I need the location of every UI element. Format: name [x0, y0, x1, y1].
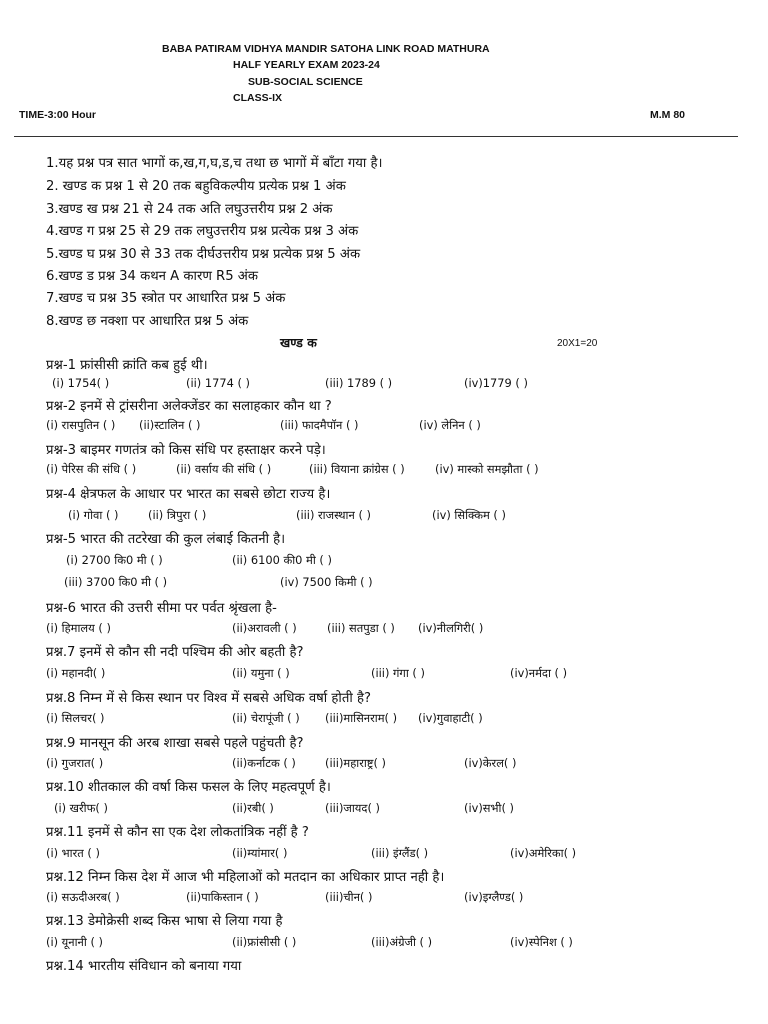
option: (ii) चेरापूंजी ( ) — [232, 711, 300, 725]
max-marks-label: M.M 80 — [650, 109, 686, 121]
option: (iii) राजस्थान ( ) — [296, 508, 371, 522]
question: प्रश्न-2 इनमें से ट्रांसरीना अलेक्जेंडर का सलाहकार कौन था ? — [46, 399, 332, 414]
header-divider — [14, 136, 738, 137]
option: (i) रासपुतिन ( ) — [46, 418, 116, 432]
option: (iv)केरल( ) — [464, 756, 517, 770]
option: (i) सऊदीअरब( ) — [46, 890, 120, 904]
section-marks: 20X1=20 — [557, 338, 598, 349]
instruction-line: 2. खण्ड क प्रश्न 1 से 20 तक बहुविकल्पीय प्रत्येक प्रश्न 1 अंक — [46, 179, 346, 194]
option: (iv)नर्मदा ( ) — [510, 666, 568, 680]
option: (i) हिमालय ( ) — [46, 621, 111, 635]
question: प्रश्न-5 भारत की तटरेखा की कुल लंबाई कितनी है। — [46, 532, 286, 547]
question: प्रश्न.14 भारतीय संविधान को बनाया गया — [46, 959, 242, 974]
option: (ii) 6100 की0 मी ( ) — [232, 553, 332, 567]
question: प्रश्न.11 इनमें से कौन सा एक देश लोकतांत्रिक नहीं है ? — [46, 825, 309, 840]
question: प्रश्न.12 निम्न किस देश में आज भी महिलाओं को मतदान का अधिकार प्राप्त नही है। — [46, 870, 445, 885]
option: (ii)म्यांमार( ) — [232, 846, 288, 860]
option: (iii) 1789 ( ) — [325, 376, 393, 390]
option: (iii) गंगा ( ) — [371, 666, 425, 680]
option: (iii)मासिनराम( ) — [325, 711, 398, 725]
option: (i) महानदी( ) — [46, 666, 106, 680]
option: (i) यूनानी ( ) — [46, 935, 103, 949]
option: (i) सिलचर( ) — [46, 711, 105, 725]
question: प्रश्न.9 मानसून की अरब शाखा सबसे पहले पहुंचती है? — [46, 736, 304, 751]
option: (i) भारत ( ) — [46, 846, 100, 860]
instruction-line: 7.खण्ड च प्रश्न 35 स्त्रोत पर आधारित प्रश्न 5 अंक — [46, 291, 286, 306]
option: (iv)गुवाहाटी( ) — [418, 711, 483, 725]
option: (iv) सिक्किम ( ) — [432, 508, 506, 522]
question: प्रश्न-4 क्षेत्रफल के आधार पर भारत का सबसे छोटा राज्य है। — [46, 487, 331, 502]
option: (ii) त्रिपुरा ( ) — [148, 508, 207, 522]
option: (i) गोवा ( ) — [68, 508, 119, 522]
question: प्रश्न-3 बाइमर गणतंत्र को किस संधि पर हस्ताक्षर करने पड़े। — [46, 443, 326, 458]
option: (iii)चीन( ) — [325, 890, 373, 904]
instruction-line: 4.खण्ड ग प्रश्न 25 से 29 तक लघुउत्तरीय प्रश्न प्रत्येक प्रश्न 3 अंक — [46, 224, 359, 239]
question: प्रश्न.13 डेमोक्रेसी शब्द किस भाषा से लिया गया है — [46, 914, 283, 929]
option: (iv)स्पेनिश ( ) — [510, 935, 573, 949]
question: प्रश्न.10 शीतकाल की वर्षा किस फसल के लिए महत्वपूर्ण है। — [46, 780, 331, 795]
option: (iv) 7500 किमी ( ) — [280, 575, 373, 589]
option: (iv)अमेरिका( ) — [510, 846, 577, 860]
time-label: TIME-3:00 Hour — [19, 109, 97, 121]
option: (ii) वर्साय की संधि ( ) — [176, 462, 272, 476]
instruction-line: 5.खण्ड घ प्रश्न 30 से 33 तक दीर्घउत्तरीय प्रश्न प्रत्येक प्रश्न 5 अंक — [46, 247, 361, 262]
option: (ii)कर्नाटक ( ) — [232, 756, 296, 770]
option: (iii)महाराष्ट्र( ) — [325, 756, 386, 770]
option: (iii) सतपुडा ( ) — [327, 621, 395, 635]
option: (ii)रबी( ) — [232, 801, 274, 815]
option: (iv) लेनिन ( ) — [419, 418, 481, 432]
instruction-line: 3.खण्ड ख प्रश्न 21 से 24 तक अति लघुउत्तरीय प्रश्न 2 अंक — [46, 202, 333, 217]
option: (ii)फ्रांसीसी ( ) — [232, 935, 297, 949]
question: प्रश्न-6 भारत की उत्तरी सीमा पर पर्वत श्रृंखला है- — [46, 601, 277, 616]
option: (iv)नीलगिरी( ) — [418, 621, 484, 635]
question: प्रश्न.8 निम्न में से किस स्थान पर विश्व में सबसे अधिक वर्षा होती है? — [46, 691, 371, 706]
option: (ii)स्टालिन ( ) — [139, 418, 201, 432]
question: प्रश्न.7 इनमें से कौन सी नदी पश्चिम की ओर बहती है? — [46, 645, 304, 660]
option: (iv)1779 ( ) — [464, 376, 528, 390]
option: (ii) 1774 ( ) — [186, 376, 250, 390]
option: (i) 1754( ) — [52, 376, 110, 390]
option: (iii) वियाना क्रांग्रेस ( ) — [309, 462, 405, 476]
option: (i) पेरिस की संधि ( ) — [46, 462, 137, 476]
instruction-line: 8.खण्ड छ नक्शा पर आधारित प्रश्न 5 अंक — [46, 314, 249, 329]
instruction-line: 1.यह प्रश्न पत्र सात भागों क,ख,ग,घ,ड,च तथा छ भागों में बाँटा गया है। — [46, 156, 383, 171]
option: (iii)जायद( ) — [325, 801, 380, 815]
option: (iii) फादमैपॉन ( ) — [280, 418, 359, 432]
section-title: खण्ड क — [280, 335, 317, 350]
option: (i) गुजरात( ) — [46, 756, 104, 770]
option: (iii) इंग्लैंड( ) — [371, 846, 429, 860]
instruction-line: 6.खण्ड ड प्रश्न 34 कथन A कारण R5 अंक — [46, 269, 259, 284]
option: (ii)पाकिस्तान ( ) — [186, 890, 259, 904]
option: (ii)अरावली ( ) — [232, 621, 297, 635]
option: (ii) यमुना ( ) — [232, 666, 290, 680]
school-name: BABA PATIRAM VIDHYA MANDIR SATOHA LINK ROAD MATHURA — [162, 43, 490, 55]
option: (i) 2700 कि0 मी ( ) — [66, 553, 163, 567]
option: (i) खरीफ( ) — [54, 801, 108, 815]
subject-title: SUB-SOCIAL SCIENCE — [248, 76, 363, 88]
exam-title: HALF YEARLY EXAM 2023-24 — [233, 59, 380, 71]
option: (iv) मास्को समझौता ( ) — [435, 462, 539, 476]
option: (iv)इग्लैण्ड( ) — [464, 890, 524, 904]
question: प्रश्न-1 फ्रांसीसी क्रांति कब हुई थी। — [46, 358, 208, 373]
option: (iii) 3700 कि0 मी ( ) — [64, 575, 168, 589]
class-title: CLASS-IX — [233, 92, 283, 104]
option: (iii)अंग्रेजी ( ) — [371, 935, 433, 949]
option: (iv)सभी( ) — [464, 801, 514, 815]
